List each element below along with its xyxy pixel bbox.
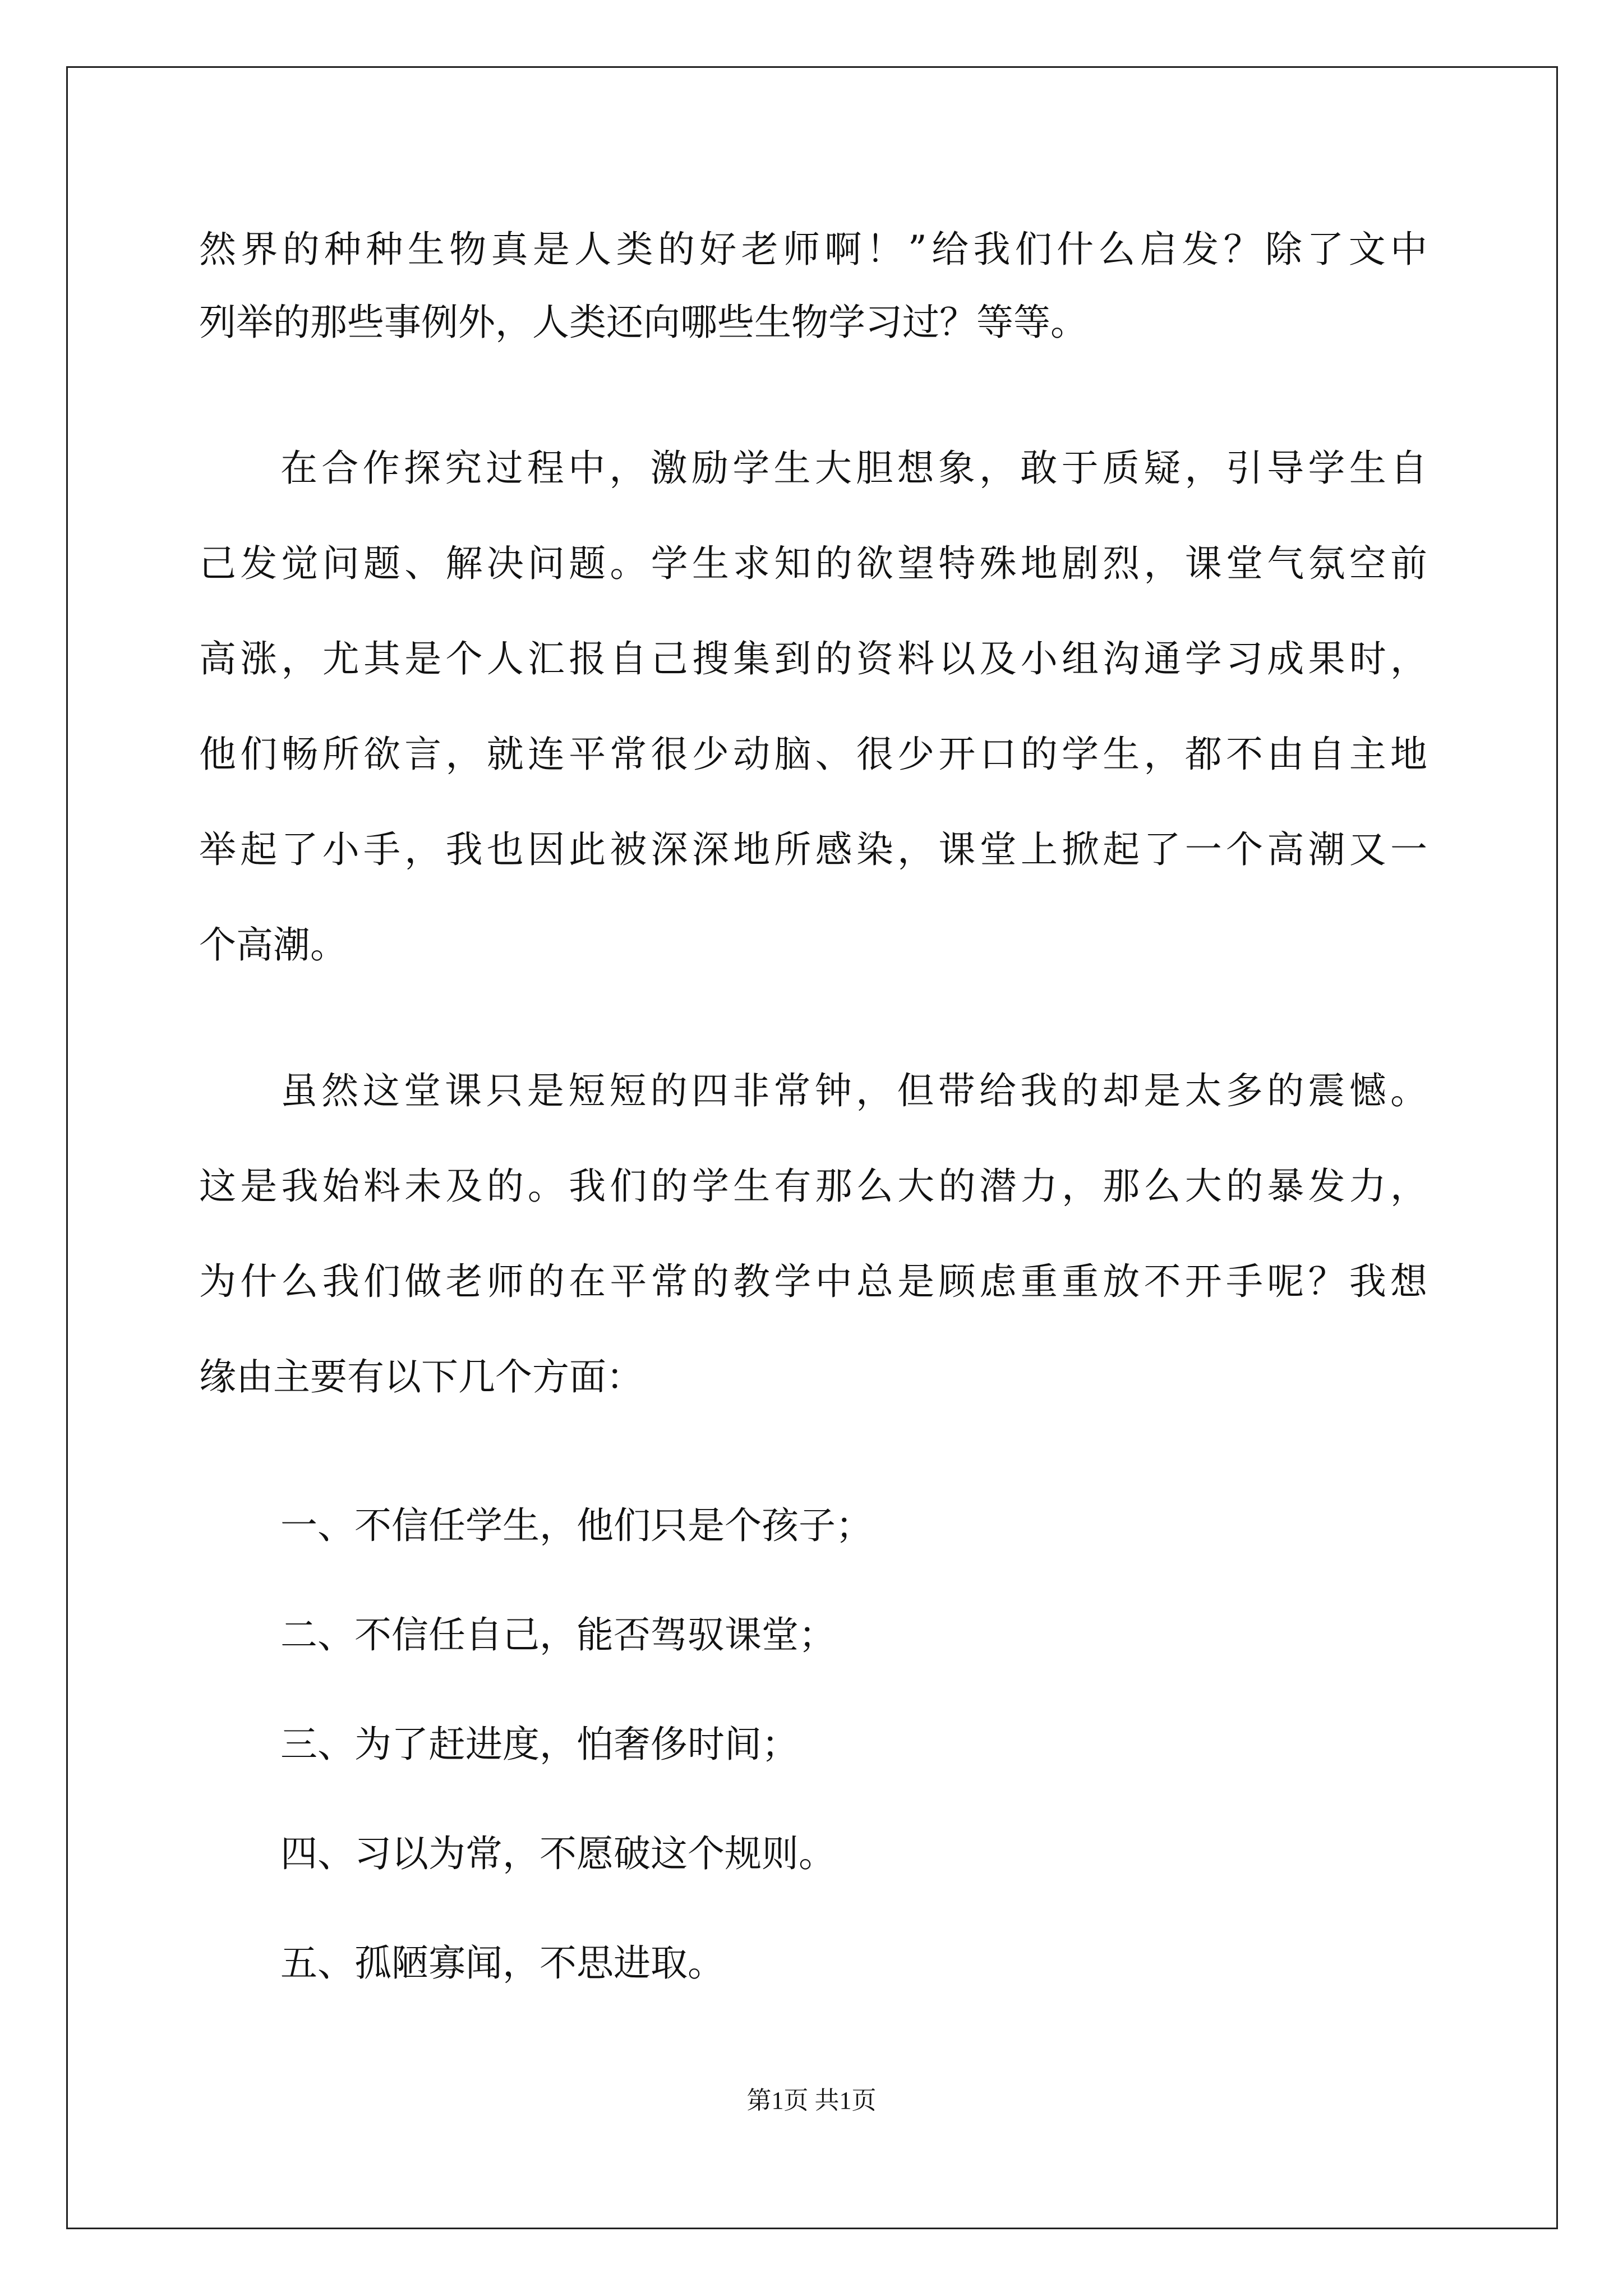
list-item: 一、不信任学生，他们只是个孩子；: [280, 1504, 873, 1547]
text-line: 己发觉问题、解决问题。学生求知的欲望特殊地剧烈，课堂气氛空前: [199, 542, 1427, 585]
list-item: 二、不信任自己，能否驾驭课堂；: [280, 1613, 836, 1657]
text-line: 缘由主要有以下几个方面：: [199, 1355, 643, 1398]
list-item: 三、为了赶进度，怕奢侈时间；: [280, 1723, 799, 1766]
list-item: 五、孤陋寡闻，不思进取。: [280, 1941, 725, 1985]
list-item: 四、习以为常，不愿破这个规则。: [280, 1832, 836, 1875]
text-line: 高涨，尤其是个人汇报自己搜集到的资料以及小组沟通学习成果时，: [199, 637, 1427, 680]
text-line: 举起了小手，我也因此被深深地所感染，课堂上掀起了一个高潮又一: [199, 828, 1427, 871]
text-line: 为什么我们做老师的在平常的教学中总是顾虑重重放不开手呢？我想: [199, 1260, 1427, 1303]
text-line: 列举的那些事例外，人类还向哪些生物学习过？等等。: [199, 301, 1087, 344]
paragraph-first-line: 虽然这堂课只是短短的四非常钟，但带给我的却是太多的震憾。: [280, 1069, 1427, 1112]
page-number-footer: 第1页 共1页: [746, 2087, 877, 2114]
text-line: 个高潮。: [199, 923, 347, 967]
paragraph-first-line: 在合作探究过程中，激励学生大胆想象，敢于质疑，引导学生自: [280, 447, 1427, 490]
text-line: 然界的种种生物真是人类的好老师啊！”给我们什么启发？除了文中: [199, 228, 1427, 271]
page-border: [66, 66, 1558, 2229]
text-line: 这是我始料未及的。我们的学生有那么大的潜力，那么大的暴发力，: [199, 1165, 1427, 1208]
text-line: 他们畅所欲言，就连平常很少动脑、很少开口的学生，都不由自主地: [199, 733, 1427, 776]
